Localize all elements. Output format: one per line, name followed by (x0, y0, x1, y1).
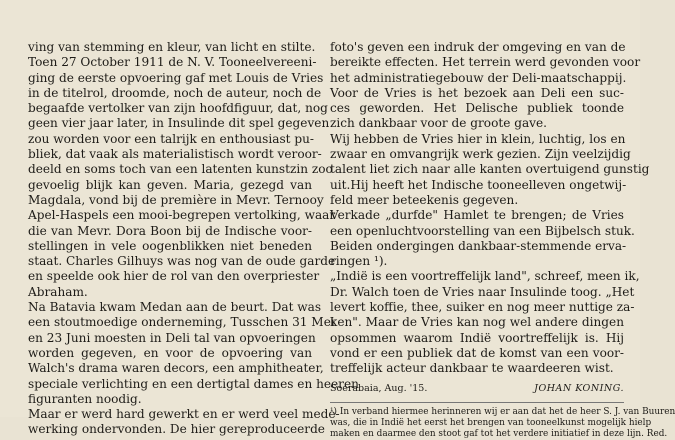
text-line: zich dankbaar voor de groote gave. (330, 116, 547, 131)
text-line: Na Batavia kwam Medan aan de beurt. Dat was (28, 300, 322, 315)
text-line: en speelde ook hier de rol van den overpriester (28, 269, 320, 284)
text-line: een stoutmoedige onderneming, Tusschen 31 Mei (28, 315, 335, 330)
text-line: werking ondervonden. De hier gereproduceerde (28, 422, 325, 437)
text-line: levert koffie, thee, suiker en nog meer nuttige za- (330, 300, 635, 315)
text-line: worden gegeven, en voor de opvoering van (28, 345, 312, 360)
text-line: Verkade „durfde" Hamlet te brengen; de Vries (330, 208, 624, 223)
text-line: die van Mevr. Dora Boon bij de Indische voor- (28, 223, 312, 238)
text-line: ¹) In verband hiermee herinneren wij er aan dat het de heer S. J. van Buuren (330, 406, 675, 417)
text-line: Magdala, vond bij de première in Mevr. Ternooy (28, 192, 324, 207)
text-line: Beiden ondergingen dankbaar-stemmende erva- (330, 238, 627, 253)
text-line: ging de eerste opvoering gaf met Louis de Vries (28, 70, 324, 85)
text-line: ringen ¹). (330, 254, 388, 269)
signoff (330, 381, 624, 396)
text-line: feld meer beteekenis gegeven. (330, 192, 519, 207)
footnote-divider (330, 402, 624, 403)
text-line: het administratiegebouw der Deli-maatschappij. (330, 70, 627, 85)
text-line: ving van stemming en kleur, van licht en stilte. (28, 40, 316, 54)
text-line: in de titelrol, droomde, noch de auteur, noch de (28, 85, 322, 100)
text-line: een openluchtvoorstelling van een Bijbelsch stuk. (330, 223, 635, 238)
author-name: JOHAN KONING. (534, 382, 624, 394)
text-line: geen vier jaar later, in Insulinde dit spel gegeven (28, 116, 330, 131)
text-line: zou worden voor een talrijk en enthousiast pu- (28, 131, 314, 146)
text-line: zwaar en omvangrijk werk gezien. Zijn veelzijdig (330, 147, 631, 162)
text-line: „Indië is een voortreffelijk land", schreef, meen ik, (330, 269, 640, 284)
text-line: Apel-Haspels een mooi-begrepen vertolking, waar (28, 208, 336, 223)
text-line: talent liet zich naar alle kanten overtuigend gunstig (330, 162, 650, 177)
text-line: bliek, dat vaak als materialistisch wordt veroor- (28, 147, 322, 162)
text-line: uit.Hij heeft het Indische tooneelleven ongetwij- (330, 177, 627, 192)
text-line: Dr. Walch toen de Vries naar Insulinde toog. „Het (330, 284, 635, 299)
text-line: deeld en soms toch van een latenten kunstzin zoo (28, 162, 333, 177)
text-line: gevoelig blijk kan geven. Maria, gezegd van (28, 177, 312, 192)
text-line: Toen 27 October 1911 de N. V. Tooneelvereeni- (28, 55, 317, 70)
footnote (330, 406, 675, 440)
right-column (330, 40, 675, 440)
text-line: vond er een publiek dat de komst van een voor- (330, 345, 624, 360)
text-line: Voor de Vries is het bezoek aan Deli een suc- (330, 85, 624, 100)
text-line: bereikte effecten. Het terrein werd gevonden voor (330, 55, 641, 70)
text-line: ken". Maar de Vries kan nog wel andere dingen (330, 315, 624, 330)
text-line: opsommen waarom Indië voortreffelijk is. Hij (330, 330, 624, 345)
place-date: Soerabaia, Aug. '15. (330, 382, 428, 394)
text-line: treffelijk acteur dankbaar te waardeeren wist. (330, 361, 614, 376)
text-line: begaafde vertolker van zijn hoofdfiguur, dat, nog (28, 101, 328, 116)
text-line: en 23 Juni moesten in Deli tal van opvoeringen (28, 330, 316, 345)
text-line: staat. Charles Gilhuys was nog van de oude garde (28, 254, 336, 269)
text-line: maken en daarmee den stoot gaf tot het verdere initiatief in deze lijn. Red. (330, 428, 668, 439)
text-line: Abraham. (28, 284, 88, 299)
text-line: foto's geven een indruk der omgeving en van de (330, 40, 626, 54)
text-line: speciale verlichting en een dertigtal dames en heeren (28, 376, 359, 391)
text-line: figuranten noodig. (28, 391, 142, 406)
right-column-text (330, 40, 650, 377)
text-line: ces geworden. Het Delische publiek toonde (330, 101, 624, 116)
text-line: Walch's drama waren decors, een amphitheater, (28, 361, 324, 376)
text-line: Maar er werd hard gewerkt en er werd veel mede- (28, 407, 340, 422)
text-line: was, die in Indië het eerst het brengen van tooneelkunst mogelijk hielp (330, 417, 652, 428)
text-line: Wij hebben de Vries hier in klein, luchtig, los en (330, 131, 626, 146)
text-line: stellingen in vele oogenblikken niet beneden (28, 238, 312, 253)
